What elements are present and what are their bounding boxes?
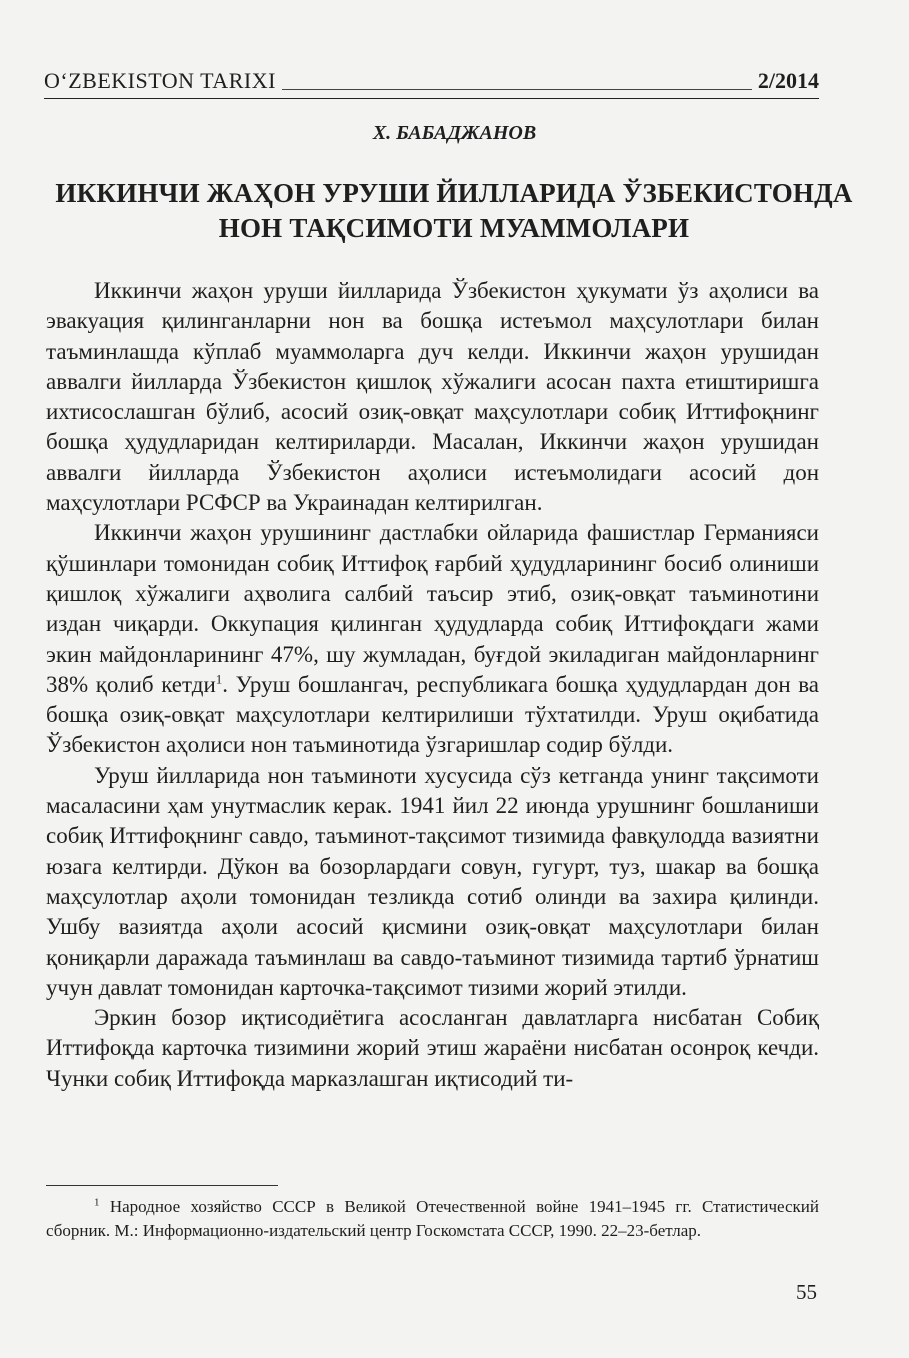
footnote-mark: 1 xyxy=(94,1196,100,1209)
issue-number: 2/2014 xyxy=(757,68,819,93)
article-author: Х. БАБАДЖАНОВ xyxy=(372,122,537,144)
paragraph: Иккинчи жаҳон уруши йилларида Ўзбекистон ҳукумати ўз аҳолиси ва эвакуация қилинганларни нон ва бошқа истеъмол маҳсулотлари билан таъминлашда кўплаб муаммоларга дуч келди. Иккинчи жаҳон урушидан аввалги йилларда Ўзбекистон қишлоқ хўжалиги асосан пахта етиштиришга ихтисослашган бўлиб, асосий озиқ-овқат маҳсулотлари собиқ Иттифоқнинг бошқа ҳудудларидан келтириларди. Масалан, Иккинчи жаҳон урушидан аввалги йилларда Ўзбекистон аҳолиси истеъмолидаги асосий дон маҳсулотлари РСФСР ва Украинадан келтирилган. xyxy=(46,278,819,516)
paragraph-text: Иккинчи жаҳон урушининг дастлабки ойларида фашистлар Германияси қўшинлари томонидан собиқ Иттифоқ ғарбий ҳудудларининг босиб олиниши қишлоқ хўжалиги аҳволига салбий таъсир этиб, озиқ-овқат таъминотини издан чиқарди. Оккупация қилинган ҳудудларда собиқ Иттифоқдаги жами экин майдонларининг 47%, шу жумладан, буғдой экиладиган майдонларнинг 38% қолиб кетди xyxy=(46,520,819,697)
paragraph: Эркин бозор иқтисодиётига асосланган давлатларга нисбатан Собиқ Иттифоқда карточка тизимини жорий этиш жараёни нисбатан осонроқ кечди. Чунки собиқ Иттифоқда марказлашган иқтисодий ти- xyxy=(46,1005,819,1091)
footnote xyxy=(46,1195,819,1243)
footnote-divider xyxy=(46,1185,278,1186)
article-body xyxy=(46,276,819,1094)
paragraph-text: Уруш бошлангач, республикага бошқа ҳудудлардан дон ва бошқа озиқ-овқат маҳсулотлари келтирилиши тўхтатилди. Уруш оқибатида Ўзбекистон аҳолиси нон таъминотида ўзгаришлар содир бўлди. xyxy=(46,671,820,758)
header-rule xyxy=(282,89,752,90)
paragraph: Иккинчи жаҳон урушининг дастлабки ойларида фашистлар Германияси қўшинлари томонидан собиқ Иттифоқ ғарбий ҳудудларининг босиб олиниши қишлоқ хўжалиги аҳволига салбий таъсир этиб, озиқ-овқат таъминотини издан чиқарди. Оккупация қилинган ҳудудларда собиқ Иттифоқдаги жами экин майдонларининг 47%, шу жумладан, буғдой экиладиган майдонларнинг 38% қолиб кетди$^1$. Уруш бошлангач, республикага бошқа ҳудудлардан дон ва бошқа озиқ-овқат маҳсулотлари келтирилиши тўхтатилди. Уруш оқибатида Ўзбекистон аҳолиси нон таъминотида ўзгаришлар содир бўлди. xyxy=(46,520,820,758)
journal-name: O‘ZBEKISTON TARIXI xyxy=(44,68,276,93)
page-number: 55 xyxy=(796,1280,817,1304)
paragraph: Уруш йилларида нон таъминоти хусусида сўз кетганда унинг тақсимоти масаласини ҳам унутмаслик керак. 1941 йил 22 июнда урушнинг бошланиши собиқ Иттифоқнинг савдо, таъминот-тақсимот тизимида фавқулодда вазиятни юзага келтирди. Дўкон ва бозорлардаги совун, гугурт, туз, шакар ва бошқа маҳсулотлар аҳоли томонидан тезликда сотиб олинди ва захира қилинди. Ушбу вазиятда аҳоли асосий қисмини озиқ-овқат маҳсулотлари билан қониқарли даражада таъминлаш ва савдо-таъминот тизимида тартиб ўрнатиш учун давлат томонидан карточка-тақсимот тизими жорий этилди. xyxy=(46,762,819,1000)
footnote-text: Народное хозяйство СССР в Великой Отечественной войне 1941–1945 гг. Статистический сборник. М.: Информационно-издательский центр Госкомстата СССР, 1990. 22–23-бетлар. xyxy=(46,1197,820,1240)
running-header xyxy=(44,58,819,99)
footnote-reference: 1 xyxy=(215,671,223,687)
article-title: ИККИНЧИ ЖАҲОН УРУШИ ЙИЛЛАРИДА ЎЗБЕКИСТОНДА НОН ТАҚСИМОТИ МУАММОЛАРИ xyxy=(55,178,853,243)
